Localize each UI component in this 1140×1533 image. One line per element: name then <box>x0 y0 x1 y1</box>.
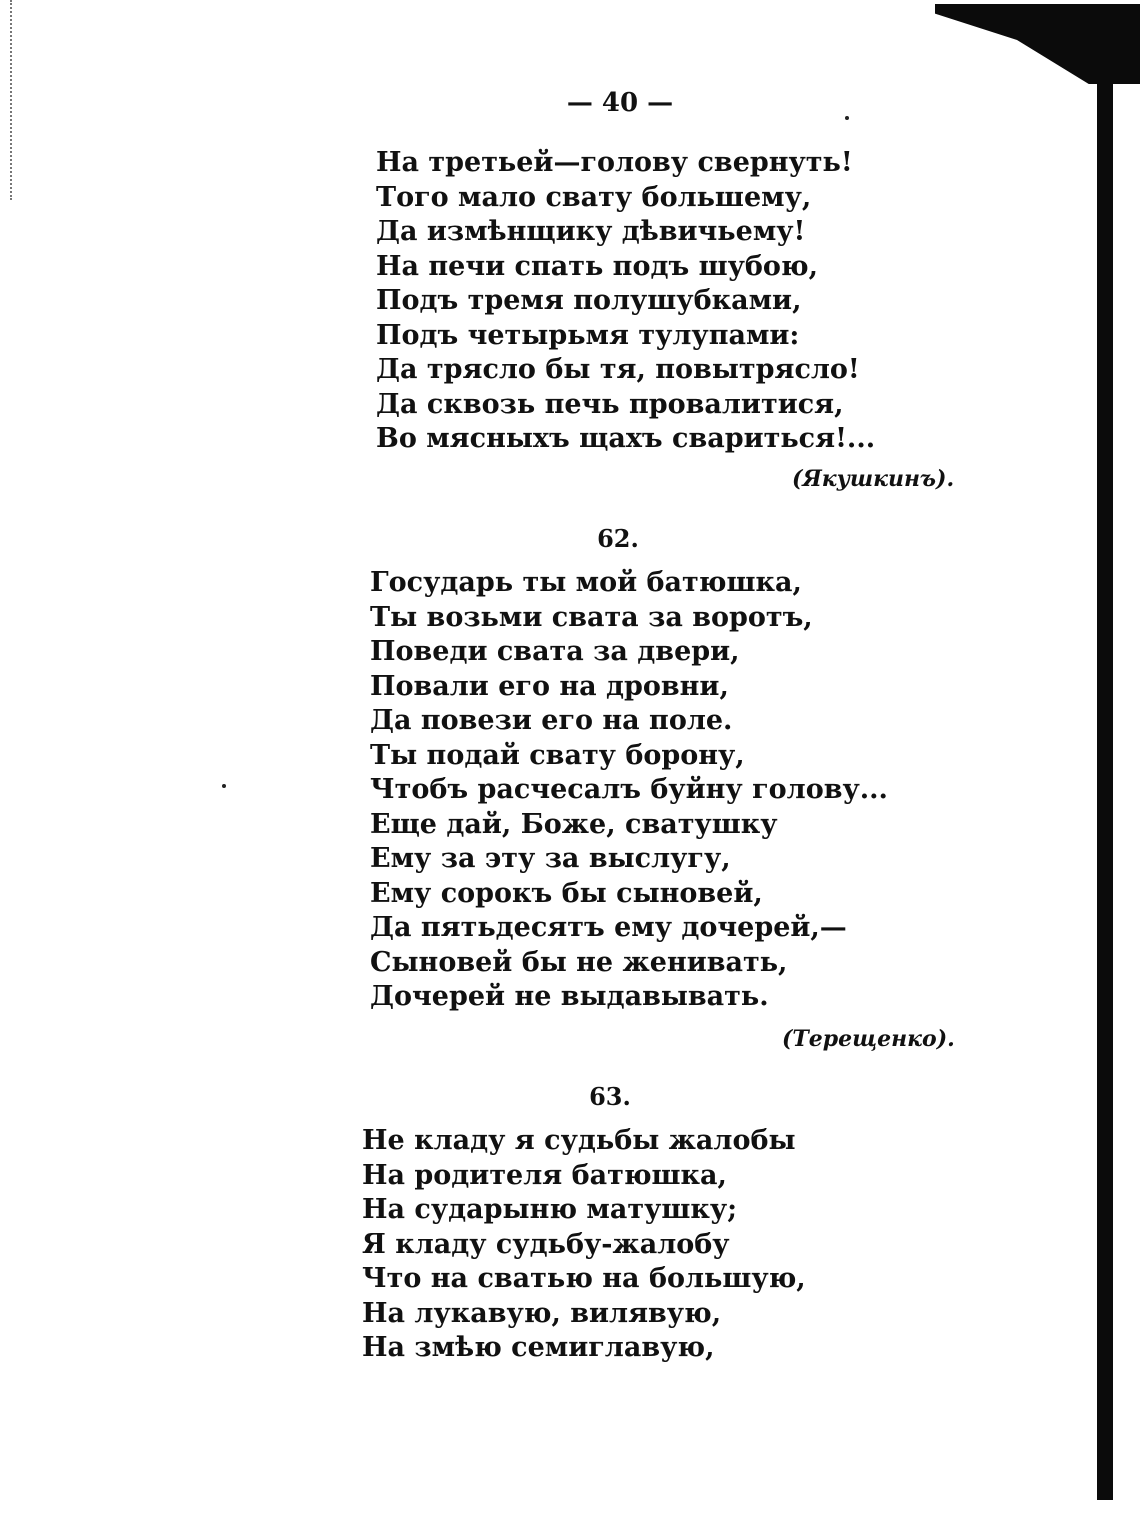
attribution: (Якушкинъ). <box>792 466 955 492</box>
scan-edge-right <box>1097 80 1113 1500</box>
verse-line: Да трясло бы тя, повытрясло! <box>376 354 860 385</box>
verse-line: Того мало свату большему, <box>376 181 812 213</box>
verse-line: Ты возьми свата за воротъ, <box>370 601 813 633</box>
poem-number: 62. <box>597 524 639 553</box>
poem-number: 63. <box>589 1082 631 1111</box>
verse-line: На сударыню матушку; <box>362 1194 738 1225</box>
page-number: — 40 — <box>566 88 674 118</box>
attribution: (Терещенко). <box>782 1026 955 1052</box>
verse-line: Ему за эту за выслугу, <box>370 843 731 874</box>
verse-line: Государь ты мой батюшка, <box>370 567 802 598</box>
verse-block-1 <box>376 146 875 457</box>
scan-edge-corner <box>935 4 1140 84</box>
verse-line: Что на сватью на большую, <box>362 1263 806 1294</box>
verse-line: На лукавую, вилявую, <box>362 1297 722 1329</box>
verse-line: Я кладу судьбу-жалобу <box>362 1228 730 1260</box>
verse-line: Подъ четырьмя тулупами: <box>376 319 800 351</box>
verse-line: Еще дай, Боже, сватушку <box>370 808 778 840</box>
verse-line: Да измѣнщику дѣвичьему! <box>376 216 806 247</box>
verse-line: Чтобъ расчесалъ буйну голову... <box>370 774 888 805</box>
scan-edge-left <box>10 0 18 200</box>
verse-line: На печи спать подъ шубою, <box>376 250 818 282</box>
verse-line: Дочерей не выдавывать. <box>370 981 769 1012</box>
verse-line: Не кладу я судьбы жалобы <box>362 1125 796 1156</box>
verse-line: Поведи свата за двери, <box>370 636 740 667</box>
verse-line: Сыновей бы не женивать, <box>370 946 788 978</box>
verse-line: Ему сорокъ бы сыновей, <box>370 877 763 909</box>
verse-line: Подъ тремя полушубками, <box>376 285 802 316</box>
verse-line: Повали его на дровни, <box>370 670 729 702</box>
verse-line: Да повези его на поле. <box>370 705 733 736</box>
verse-line: Да сквозь печь провалитися, <box>376 388 844 420</box>
verse-block-63 <box>362 1124 806 1366</box>
verse-line: Во мясныхъ щахъ свариться!... <box>376 423 876 454</box>
scan-speck <box>845 116 849 120</box>
verse-line: На третьей—голову свернуть! <box>376 147 853 178</box>
verse-line: На змѣю семиглавую, <box>362 1332 715 1363</box>
verse-block-62 <box>370 566 888 1015</box>
verse-line: Ты подай свату борону, <box>370 739 745 771</box>
verse-line: На родителя батюшка, <box>362 1159 727 1191</box>
verse-line: Да пятьдесятъ ему дочерей,— <box>370 912 847 943</box>
scan-speck <box>222 784 226 788</box>
